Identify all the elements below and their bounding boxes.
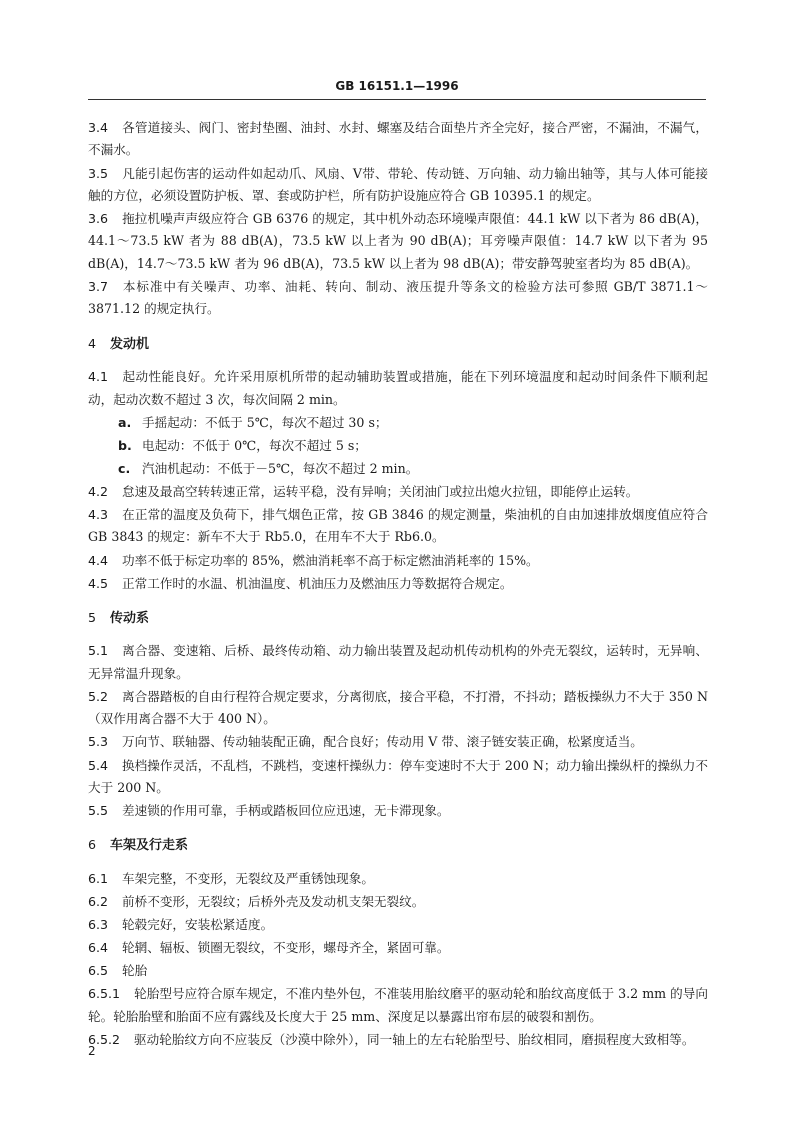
clause-number: 3.4 <box>88 120 109 135</box>
clause-paragraph <box>88 117 708 162</box>
clause-paragraph <box>88 731 708 753</box>
clause-number: 3.5 <box>88 165 109 181</box>
clause-text: 轮胎 <box>122 963 148 979</box>
clause-text: 前桥不变形，无裂纹；后桥外壳及发动机支架无裂纹。 <box>122 893 425 909</box>
section-heading <box>88 333 708 356</box>
clause-text: 起动性能良好。允许采用原机所带的起动辅助装置或措施，能在下列环境温度和起动时间条件下顺利起动，起动次数不超过 3 次，每次间隔 2 min。 <box>88 369 708 407</box>
clause-paragraph <box>88 550 708 572</box>
clause-paragraph <box>88 891 708 913</box>
clause-number: 3.7 <box>88 278 109 294</box>
clause-text: 发动机 <box>110 336 150 352</box>
clause-number: 4.2 <box>88 483 109 499</box>
clause-paragraph <box>88 366 708 411</box>
clause-text: 拖拉机噪声声级应符合 GB 6376 的规定，其中机外动态环境噪声限值：44.1 kW 以下者为 86 dB(A)，44.1～73.5 kW 者为 88 dB(A)，73.5 kW 以上者为 90 dB(A)；耳旁噪声限值：14.7 kW 以下者为 95 dB(A)，14.7～73.5 kW 者为 96 dB(A)，73.5 kW 以上者为 98 dB(A)；带安静驾驶室者均为 85 dB(A)。 <box>88 211 708 271</box>
list-item-label: c. <box>118 460 131 476</box>
clause-number: 5.3 <box>88 734 109 750</box>
clause-paragraph <box>88 983 708 1028</box>
clause-number: 5.2 <box>88 688 109 704</box>
clause-number: 6.4 <box>88 940 109 956</box>
clause-number: 5.1 <box>88 643 109 659</box>
clause-text: 在正常的温度及负荷下，排气烟色正常，按 GB 3846 的规定测量，柴油机的自由加速排放烟度值应符合 GB 3843 的规定：新车不大于 Rb5.0，在用车不大于 Rb6.0。 <box>88 507 708 545</box>
clause-number: 6.2 <box>88 893 109 909</box>
clause-number: 5.4 <box>88 757 109 773</box>
clause-text: 车架完整，不变形，无裂纹及严重锈蚀现象。 <box>122 870 374 886</box>
clause-number: 6.5 <box>88 963 109 979</box>
clause-paragraph <box>88 208 708 275</box>
clause-paragraph <box>88 573 708 595</box>
clause-text: 离合器踏板的自由行程符合规定要求，分离彻底，接合平稳，不打滑，不抖动；踏板操纵力不大于 350 N（双作用离合器不大于 400 N）。 <box>88 688 708 727</box>
clause-text: 正常工作时的水温、机油温度、机油压力及燃油压力等数据符合规定。 <box>122 575 513 591</box>
clause-text: 差速锁的作用可靠，手柄或踏板回位应迅速，无卡滞现象。 <box>122 803 450 818</box>
clause-text: 各管道接头、阀门、密封垫圈、油封、水封、螺塞及结合面垫片齐全完好，接合严密，不漏油，不漏气，不漏水。 <box>88 120 708 158</box>
clause-number: 4.4 <box>88 552 109 568</box>
clause-paragraph <box>88 481 708 503</box>
section-number: 6 <box>88 837 97 853</box>
list-item-label: a. <box>118 414 132 430</box>
clause-paragraph <box>88 163 708 208</box>
clause-number: 6.5.1 <box>88 986 121 1002</box>
clause-text: 轮毂完好，安装松紧适度。 <box>122 917 274 932</box>
clause-number: 5.5 <box>88 803 109 818</box>
clause-paragraph <box>88 914 708 936</box>
section-number: 4 <box>88 335 97 351</box>
clause-number: 6.1 <box>88 870 109 886</box>
clause-text: 换档操作灵活，不乱档，不跳档，变速杆操纵力：停车变速时不大于 200 N；动力输出操纵杆的操纵力不大于 200 N。 <box>88 757 708 795</box>
clause-text: 电起动：不低于 0℃，每次不超过 5 s； <box>142 437 367 453</box>
clause-text: 汽油机起动：不低于－5℃，每次不超过 2 min。 <box>142 460 419 476</box>
clause-number: 6.5.2 <box>88 1031 121 1047</box>
clause-paragraph <box>88 960 708 982</box>
clause-number: 4.3 <box>88 507 109 522</box>
clause-text: 驱动轮胎纹方向不应装反（沙漠中除外），同一轴上的左右轮胎型号、胎纹相同，磨损程度大致相等。 <box>134 1031 695 1047</box>
clause-text: 轮胎型号应符合原车规定，不准内垫外包，不准装用胎纹磨平的驱动轮和胎纹高度低于 3.2 mm 的导向轮。轮胎胎壁和胎面不应有露线及长度大于 25 mm、深度足以暴露出帘布层的破裂和割伤。 <box>88 986 708 1024</box>
clause-paragraph <box>88 1029 708 1051</box>
clause-text: 轮辋、辐板、锁圈无裂纹，不变形，螺母齐全，紧固可靠。 <box>122 940 450 956</box>
list-item <box>88 435 708 457</box>
clause-paragraph <box>88 755 708 800</box>
list-item <box>88 458 708 480</box>
clause-text: 凡能引起伤害的运动件如起动爪、风扇、V带、带轮、传动链、万向轴、动力输出轴等，其与人体可能接触的方位，必须设置防护板、罩、套或防护栏，所有防护设施应符合 GB 10395.1 的规定。 <box>88 165 708 203</box>
clause-paragraph <box>88 276 708 321</box>
clause-number: 4.1 <box>88 369 109 385</box>
clause-text: 手摇起动：不低于 5℃，每次不超过 30 s； <box>142 414 388 430</box>
page-number: 2 <box>88 1044 96 1058</box>
clause-number: 6.3 <box>88 917 109 932</box>
clause-text: 功率不低于标定功率的 85%，燃油消耗率不高于标定燃油消耗率的 15%。 <box>122 552 539 568</box>
section-number: 5 <box>88 610 97 625</box>
clause-paragraph <box>88 868 708 890</box>
section-heading <box>88 607 708 630</box>
page-header: GB 16151.1—1996 <box>335 79 459 93</box>
clause-text: 怠速及最高空转转速正常，运转平稳，没有异响；关闭油门或拉出熄火拉钮，即能停止运转。 <box>122 483 639 499</box>
list-item <box>88 412 708 434</box>
clause-paragraph <box>88 937 708 959</box>
clause-text: 万向节、联轴器、传动轴装配正确，配合良好；传动用 V 带、滚子链安装正确，松紧度适当。 <box>122 734 643 750</box>
clause-text: 离合器、变速箱、后桥、最终传动箱、动力输出装置及起动机传动机构的外壳无裂纹，运转时，无异响、无异常温升现象。 <box>88 643 708 681</box>
list-item-label: b. <box>118 437 132 453</box>
clause-text: 车架及行走系 <box>110 838 189 854</box>
clause-text: 传动系 <box>110 611 150 626</box>
header-divider <box>88 99 706 100</box>
clause-paragraph <box>88 504 708 549</box>
clause-paragraph <box>88 686 708 731</box>
clause-paragraph <box>88 800 708 822</box>
section-heading <box>88 834 708 857</box>
clause-number: 3.6 <box>88 211 109 226</box>
clause-number: 4.5 <box>88 575 109 591</box>
clause-text: 本标准中有关噪声、功率、油耗、转向、制动、液压提升等条文的检验方法可参照 GB/T 3871.1～3871.12 的规定执行。 <box>88 278 708 317</box>
document-body <box>88 117 708 1052</box>
clause-paragraph <box>88 640 708 685</box>
